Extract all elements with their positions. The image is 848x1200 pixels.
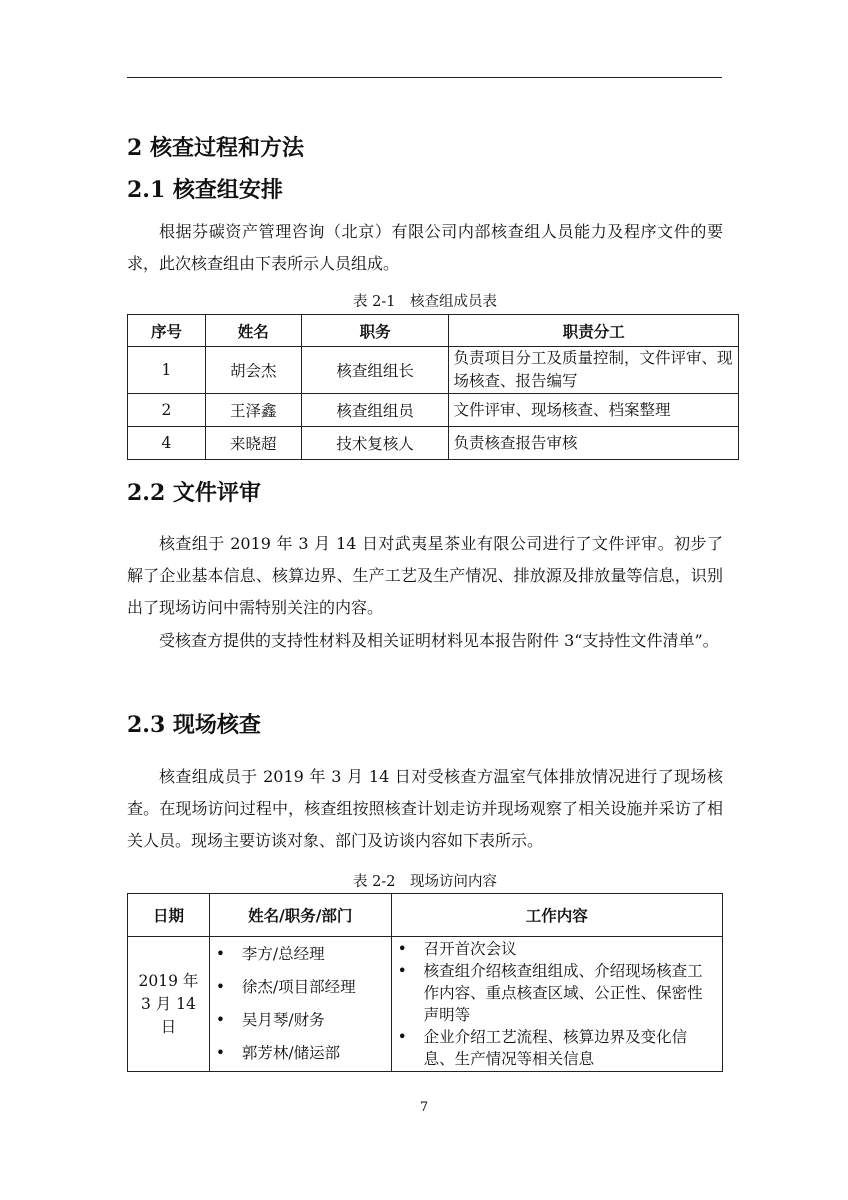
row-no: 4: [128, 427, 206, 460]
row-duty: 负责项目分工及质量控制，文件评审、现场核查、报告编写: [449, 347, 739, 394]
header-name: 姓名: [205, 315, 301, 347]
row-role: 核查组组员: [301, 394, 449, 427]
table-row: [128, 937, 723, 1072]
section-2-2-title: 2.2 文件评审: [127, 480, 261, 506]
work-list: [396, 938, 718, 1070]
people-list: [214, 938, 387, 1070]
row-name: 来晓超: [205, 427, 301, 460]
list-item: • 李方/总经理: [214, 938, 387, 971]
header-work: 工作内容: [391, 894, 722, 937]
people-cell: [209, 937, 391, 1072]
row-role: 核查组组长: [301, 347, 449, 394]
team-table: [127, 314, 739, 460]
header-rule: [127, 77, 722, 78]
row-name: 胡会杰: [205, 347, 301, 394]
table-row: [128, 347, 739, 394]
row-duty: 文件评审、现场核查、档案整理: [449, 394, 739, 427]
list-item: • 郭芳林/储运部: [214, 1037, 387, 1070]
list-item: • 徐杰/项目部经理: [214, 971, 387, 1004]
section-2-1-title: 2.1 核查组安排: [127, 177, 283, 203]
table-header-row: [128, 315, 739, 347]
section-2-1-paragraph: 根据芬碳资产管理咨询（北京）有限公司内部核查组人员能力及程序文件的要求，此次核查组由下表所示人员组成。: [127, 222, 723, 273]
header-no: 序号: [128, 315, 206, 347]
table-header-row: [128, 894, 723, 937]
table-2-2-caption: 表 2-2 现场访问内容: [353, 874, 497, 890]
list-item: • 召开首次会议: [396, 938, 718, 960]
section-2-3-paragraph: 核查组成员于 2019 年 3 月 14 日对受核查方温室气体排放情况进行了现场核查。在现场访问过程中，核查组按照核查计划走访并现场观察了相关设施并采访了相关人员。现场主要访谈对象、部门及访谈内容如下表所示。: [127, 767, 723, 850]
visit-table: [127, 893, 723, 1072]
list-item: • 吴月琴/财务: [214, 1004, 387, 1037]
table-row: [128, 394, 739, 427]
header-duty: 职责分工: [449, 315, 739, 347]
header-date: 日期: [128, 894, 210, 937]
list-item: • 企业介绍工艺流程、核算边界及变化信息、生产情况等相关信息: [396, 1026, 718, 1070]
section-title: 2 核查过程和方法: [127, 135, 304, 161]
row-name: 王泽鑫: [205, 394, 301, 427]
section-2-2-paragraph-1: 核查组于 2019 年 3 月 14 日对武夷星茶业有限公司进行了文件评审。初步了解了企业基本信息、核算边界、生产工艺及生产情况、排放源及排放量等信息，识别出了现场访问中需特别关注的内容。: [127, 534, 723, 617]
table-2-1-caption: 表 2-1 核查组成员表: [353, 294, 497, 310]
visit-date: 2019 年 3 月 14 日: [128, 937, 210, 1072]
header-role: 职务: [301, 315, 449, 347]
row-no: 1: [128, 347, 206, 394]
row-duty: 负责核查报告审核: [449, 427, 739, 460]
page-number: 7: [419, 1100, 429, 1115]
section-2-3-title: 2.3 现场核查: [127, 712, 261, 738]
list-item: • 核查组介绍核查组组成、介绍现场核查工作内容、重点核查区域、公正性、保密性声明等: [396, 960, 718, 1026]
table-row: [128, 427, 739, 460]
header-people: 姓名/职务/部门: [209, 894, 391, 937]
work-cell: [391, 937, 722, 1072]
row-no: 2: [128, 394, 206, 427]
row-role: 技术复核人: [301, 427, 449, 460]
section-2-2-paragraph-2: 受核查方提供的支持性材料及相关证明材料见本报告附件 3“支持性文件清单”。: [159, 631, 719, 650]
